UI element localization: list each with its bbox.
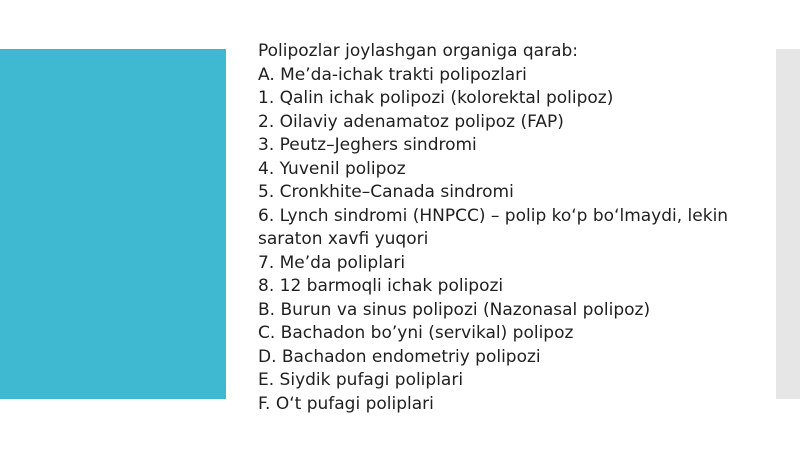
list-item: F. O‘t pufagi poliplari bbox=[258, 393, 434, 414]
list-item: 3. Peutz–Jeghers sindromi bbox=[258, 135, 477, 155]
list-item: 7. Me’da poliplari bbox=[258, 252, 406, 273]
list-item: 5. Cronkhite–Canada sindromi bbox=[258, 182, 514, 202]
accent-block bbox=[0, 49, 226, 399]
side-bar bbox=[776, 49, 800, 399]
list-item: 6. Lynch sindromi (HNPCC) – polip ko‘p bo‘lmaydi, lekin saraton xavfi yuqori bbox=[258, 205, 729, 249]
list-item: 8. 12 barmoqli ichak polipozi bbox=[258, 276, 504, 296]
list-item: D. Bachadon endometriy polipozi bbox=[258, 346, 541, 367]
list-item: C. Bachadon bo’yni (servikal) polipoz bbox=[258, 323, 574, 343]
list-item: 1. Qalin ichak polipozi (kolorektal polipoz) bbox=[258, 88, 614, 108]
list-item: E. Siydik pufagi poliplari bbox=[258, 370, 464, 390]
list-item: 4. Yuvenil polipoz bbox=[258, 158, 406, 179]
list-item: B. Burun va sinus polipozi (Nazonasal polipoz) bbox=[258, 299, 651, 320]
list-heading: Polipozlar joylashgan organiga qarab: bbox=[258, 41, 579, 61]
list-item: 2. Oilaviy adenamatoz polipoz (FAP) bbox=[258, 111, 564, 132]
list-item: A. Me’da-ichak trakti polipozlari bbox=[258, 64, 527, 85]
polyp-classification-list bbox=[258, 40, 778, 416]
